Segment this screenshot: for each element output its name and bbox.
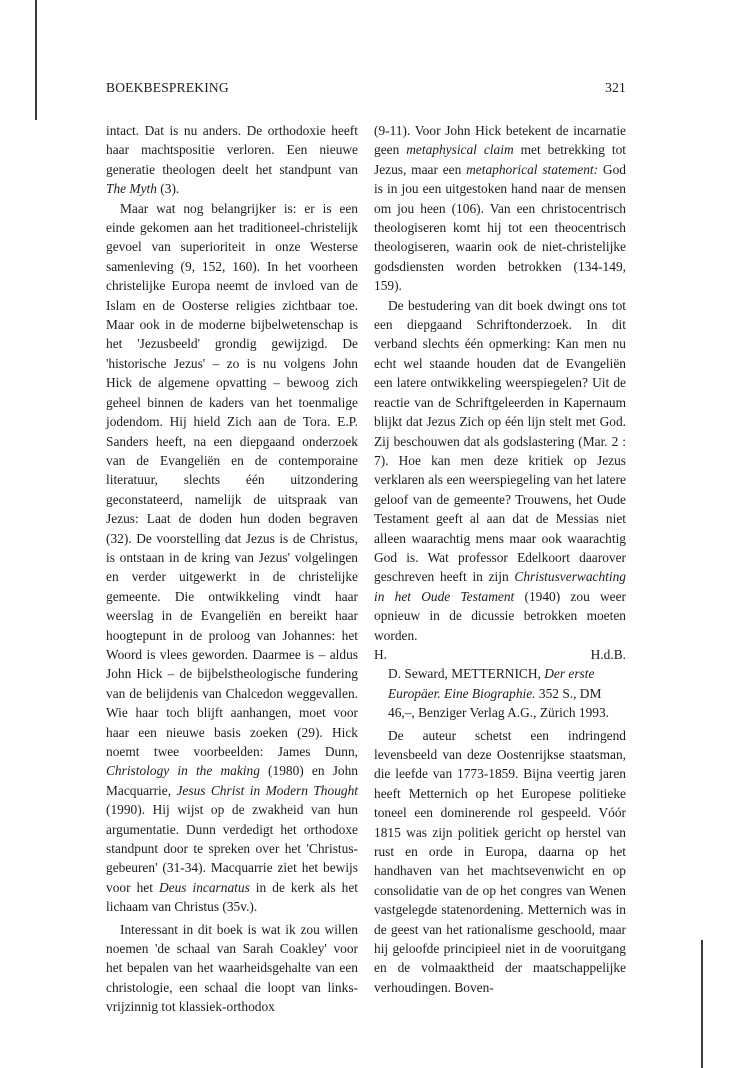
paragraph: Maar wat nog belangrijker is: er is een einde gekomen aan het traditioneel-christelijk gevoel van superioriteit in onze Westerse samenleving (9, 152, 160). In het voorheen christelijke Europa neemt de invloed van de Islam en de Oosterse religies zichtbaar toe. Maar ook in de moderne bijbelwetenschap is het 'Jezusbeeld' grondig gewijzigd. De 'historische Jezus' – zo is nu volgens John Hick de algemene opvatting – bewoog zich geheel binnen de kaders van het toenmalige jodendom. Hij hield Zich aan de Tora. E.P. Sanders heeft, na een diepgaand onderzoek van de Evangeliën en de contemporaine literatuur, slechts één uitzondering geconstateerd, namelijk de uitspraak van Jezus: Laat de doden hun doden begraven (32). De voorstelling dat Jezus is de Christus, is ontstaan in de kring van Jezus' volgelingen en verder uitgewerkt in de christelijke gemeente. Die ontwikkeling vindt haar weerslag in de Evangeliën en bereikt haar hoogtepunt in de proloog van Johannes: het Woord is vlees geworden. Daarmee is – aldus John Hick – de bijbelstheologische fundering van de belijdenis van Chalcedon weggevallen. Wie haar toch blijft aanhangen, moet voor haar een nieuwe basis zoeken (29). Hick noemt twee voorbeelden: James Dunn, Christology in the making (1980) en John Macquarrie, Jesus Christ in Modern Thought (1990). Hij wijst op de zwakheid van hun argumentatie. Dunn verdedigt het orthodoxe standpunt door te spreken over het 'Christus-gebeuren' (31-34). Macquarrie ziet het bewijs voor het Deus incarnatus in de kerk als het lichaam van Christus (35v.).	[106, 200, 359, 915]
binding-rule-top	[35, 0, 37, 120]
signature-initial: H.	[374, 646, 388, 662]
right-column	[374, 121, 626, 997]
cited-term: Deus incarnatus	[158, 879, 250, 895]
binding-rule-bottom	[701, 940, 703, 1068]
book-title: Der erste Europäer. Eine Biographie.	[388, 666, 595, 701]
cited-title: Christology in the making	[106, 763, 260, 779]
section-title: BOEKBESPREKING	[106, 80, 229, 95]
paragraph: De bestudering van dit boek dwingt ons tot een diepgaand Schriftonderzoek. In dit verband slechts één opmerking: Kan men nu echt wel staande houden dat de Evangeliën een latere ontwikkeling weerspiegelen? Uit de reactie van de Schriftgeleerden in Kapernaum blijkt dat Jezus Zich op één lijn stelt met God. Zij beschouwen dat als godslastering (Mar. 2 : 7). Hoe kan men deze kritiek op Jezus verklaren als een weerspiegeling van het latere geloof van de gemeente? Trouwens, het Oude Testament geeft al aan dat de Messias niet alleen waarachtig mens maar ook waarachtig God is. Wat professor Edelkoort daarover geschreven heeft in zijn Christusverwachting in het Oude Testament (1940) zou weer opnieuw in de dicussie betrokken moeten worden.	[374, 297, 627, 643]
paragraph: (9-11). Voor John Hick betekent de incarnatie geen metaphysical claim met betrekking tot Jezus, maar een metaphorical statement: God is in jou een uitgestoken hand naar de mensen om jou heen (106). Van een christocentrisch theologiseren komt hij tot een theocentrisch theologiseren, waarin ook de niet-christelijke godsdiensten worden betrokken (134-149, 159).	[374, 123, 626, 294]
cited-term: metaphorical statement:	[466, 161, 599, 177]
book-reference: D. Seward, METTERNICH, Der erste Europäer. Eine Biographie. 352 S., DM 46,–, Benziger Verlag A.G., Zürich 1993.	[388, 666, 610, 721]
page-number: 321	[605, 80, 626, 95]
signature-initials: H.d.B.	[590, 646, 626, 662]
cited-title: Jesus Christ in Modern Thought	[176, 782, 359, 798]
paragraph: intact. Dat is nu anders. De orthodoxie heeft haar machtspositie verloren. Een nieuwe generatie theologen deelt het standpunt van The Myth (3).	[106, 123, 358, 197]
reviewer-signature	[374, 645, 626, 664]
paragraph: Interessant in dit boek is wat ik zou willen noemen 'de schaal van Sarah Coakley' voor het bepalen van het waarheidsgehalte van een christologie, een schaal die loopt van links-vrijzinnig tot klassiek-orthodox	[106, 921, 358, 1015]
cited-title: The Myth	[106, 181, 157, 197]
paragraph: De auteur schetst een indringend levensbeeld van deze Oostenrijkse staatsman, die leefde van 1773-1859. Bijna veertig jaren heeft Metternich op het Europese politieke toneel een dominerende rol gespeeld. Vóór 1815 was zijn politiek gericht op herstel van rust en orde in Europa, daarna op het handhaven van het machtsevenwicht en op consolidatie van de op het congres van Wenen vastgelegde statenordening. Metternich was in de geest van het rationalisme geschoold, maar hij geloofde principieel niet in de vooruitgang en de volmaaktheid der maatschappelijke verhoudingen. Boven-	[374, 727, 626, 995]
cited-title: Christusverwachting in het Oude Testament	[374, 569, 626, 604]
cited-term: metaphysical claim	[406, 142, 514, 158]
left-column	[106, 121, 358, 1017]
